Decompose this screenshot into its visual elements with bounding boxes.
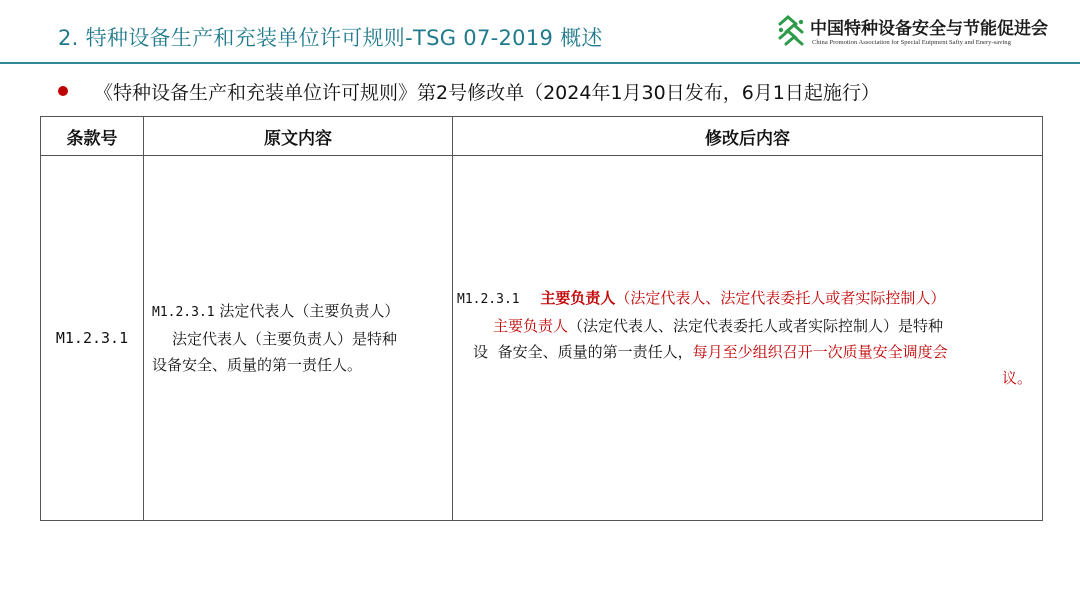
table-row <box>41 156 1043 521</box>
association-logo <box>776 12 1066 52</box>
bullet-text: 《特种设备生产和充装单位许可规则》第2号修改单（2024年1月30日发布，6月1日起施行） <box>94 81 880 104</box>
original-clause-title: 法定代表人（主要负责人） <box>219 302 400 320</box>
clause-code-cell: M1.2.3.1 <box>41 156 144 521</box>
revised-text-4-highlight: 议。 <box>1001 369 1032 387</box>
revised-clause-code: M1.2.3.1 <box>457 292 520 307</box>
logo-chinese-name: 中国特种设备安全与节能促进会 <box>810 19 1048 39</box>
revised-text-3-highlight: 每月至少组织召开一次质量安全调度会 <box>692 343 948 361</box>
revised-text-3-mid: 备安全、质量的第一责任人， <box>497 343 693 361</box>
original-line-1 <box>152 298 444 326</box>
table-header-row <box>41 117 1043 156</box>
header-bar <box>0 0 1080 64</box>
revised-line-3 <box>457 339 1036 365</box>
column-header-original: 原文内容 <box>144 117 453 156</box>
revised-line-4 <box>457 365 1036 391</box>
column-header-revised: 修改后内容 <box>453 117 1043 156</box>
column-header-clause: 条款号 <box>41 117 144 156</box>
original-text-3: 设备安全、质量的第一责任人。 <box>152 356 363 374</box>
revised-title-rest: （法定代表人、法定代表委托人或者实际控制人） <box>615 289 946 307</box>
revised-content-cell <box>453 156 1043 521</box>
revised-text-3-pre: 设 <box>473 343 489 361</box>
original-line-3 <box>152 352 444 378</box>
revised-title-highlight: 主要负责人 <box>540 289 616 307</box>
revised-text-2-highlight: 主要负责人 <box>493 317 569 335</box>
header-divider <box>0 62 1080 64</box>
original-text-2: 法定代表人（主要负责人）是特种 <box>172 330 398 348</box>
revision-table <box>40 116 1043 521</box>
slide-title: 2. 特种设备生产和充装单位许可规则-TSG 07-2019 概述 <box>58 26 603 50</box>
original-clause-code: M1.2.3.1 <box>152 305 215 320</box>
bullet-line <box>58 76 880 106</box>
original-line-2 <box>152 326 444 352</box>
original-content-cell <box>144 156 453 521</box>
revised-text-2-rest: （法定代表人、法定代表委托人或者实际控制人）是特种 <box>568 317 944 335</box>
bullet-dot-icon <box>58 86 68 96</box>
green-circuit-logo-icon <box>776 14 806 46</box>
logo-english-name: China Promotion Association for Special Euipment Safty and Enery-saving <box>812 39 1011 46</box>
revised-line-2 <box>457 313 1036 339</box>
revised-line-1 <box>457 285 1036 313</box>
